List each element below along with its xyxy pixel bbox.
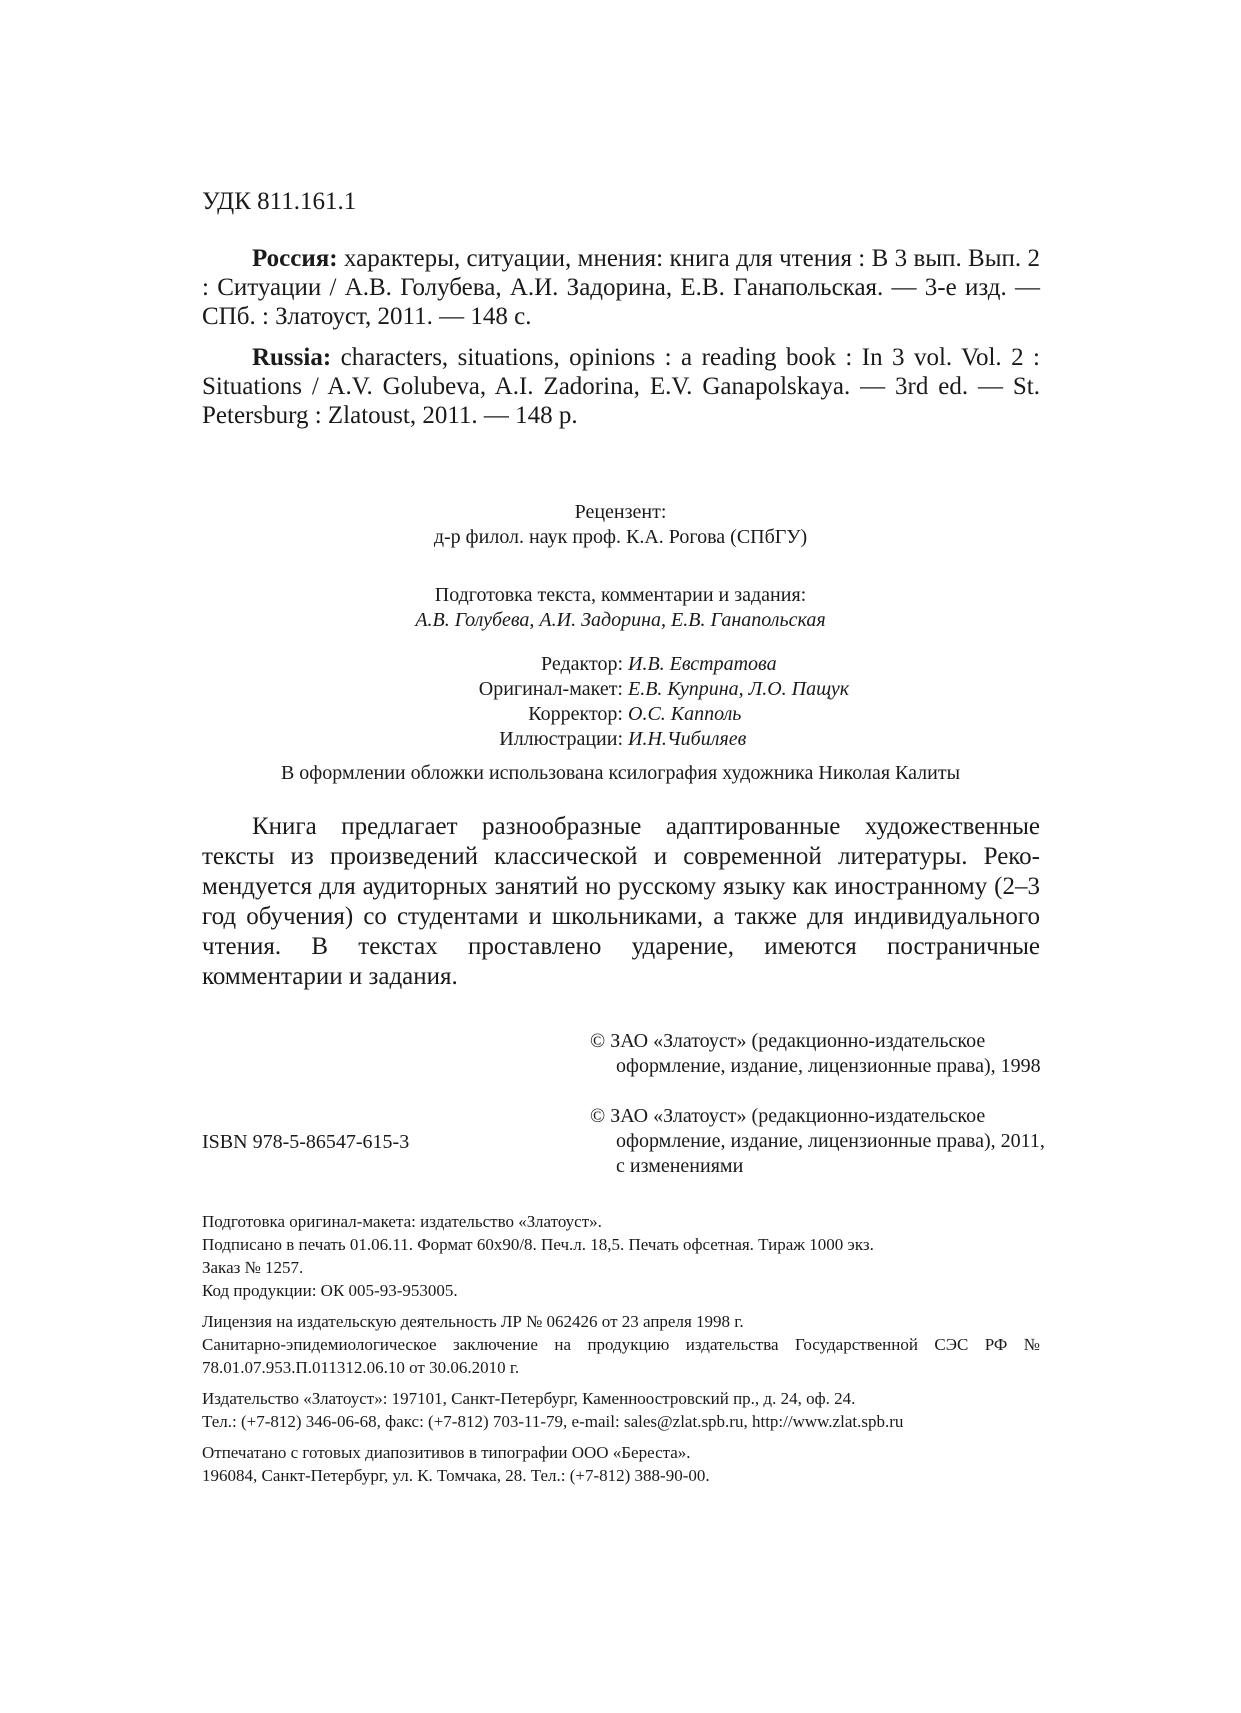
staff-value: Е.В. Куприна, Л.О. Пащук (628, 678, 850, 700)
staff-row-proofreader (0, 702, 1241, 727)
bib-text-en: characters, situations, opinions : a reading book : In 3 vol. Vol. 2 : Situations / A.V. Golubeva, A.I. Zadorina, E.V. Ganapolskaya. — 3rd ed. — St. Petersburg : Zlatoust, 2011. — 148 p. (202, 344, 1040, 429)
staff-row-editor (0, 652, 1241, 677)
isbn: ISBN 978-5-86547-615-3 (202, 1131, 410, 1153)
staff-row-layout (0, 677, 1241, 702)
copyright-text: © ЗАО «Златоуст» (редакционно-издательское оформление, издание, лицензионные права), 1998 (590, 1030, 1041, 1077)
imprint-group-3 (202, 1387, 1040, 1433)
bibliographic-record-ru (202, 244, 1040, 331)
copyright-2011 (590, 1104, 1050, 1179)
staff-value: И.Н.Чибиляев (628, 728, 747, 750)
imprint-line: Издательство «Златоуст»: 197101, Санкт-Петербург, Каменноостровский пр., д. 24, оф. 24. (202, 1389, 856, 1408)
abstract (202, 812, 1040, 992)
imprint-line: Лицензия на издательскую деятельность ЛР № 062426 от 23 апреля 1998 г. (202, 1312, 744, 1331)
staff-value: О.С. Капполь (628, 703, 742, 725)
staff-label: Редактор: (540, 653, 623, 675)
imprint-group-4 (202, 1441, 1040, 1487)
imprint-group-2 (202, 1310, 1040, 1379)
imprint-line: Санитарно-эпидемиологическое заключение на продукцию издательства Государственной СЭС РФ № 78.01.07.953.П.011312.06.10 от 30.06.2010 г. (202, 1335, 1040, 1377)
staff-value: И.В. Евстратова (628, 653, 777, 675)
bibliographic-record-en (202, 343, 1040, 430)
preparation-authors: А.В. Голубева, А.И. Задорина, Е.В. Ганапольская (415, 609, 826, 631)
staff-list (0, 652, 1241, 752)
copyright-1998 (590, 1029, 1050, 1079)
imprint-line: 196084, Санкт-Петербург, ул. К. Томчака, 28. Тел.: (+7-812) 388-90-00. (202, 1466, 710, 1485)
imprint-line: Отпечатано с готовых диапозитивов в типографии ООО «Береста». (202, 1443, 691, 1462)
reviewer-name: д-р филол. наук проф. К.А. Рогова (СПбГУ) (433, 526, 808, 548)
imprint-group-1 (202, 1210, 1040, 1302)
udk-code: УДК 811.161.1 (202, 188, 357, 215)
staff-row-illustrations (0, 727, 1241, 752)
reviewer-label: Рецензент: (574, 501, 667, 523)
staff-label: Корректор: (528, 703, 623, 725)
staff-label: Оригинал-макет: (478, 678, 623, 700)
imprint-line: Заказ № 1257. (202, 1258, 304, 1277)
bib-text-ru: характеры, ситуации, мнения: книга для чтения : В 3 вып. Вып. 2 : Ситуации / А.В. Голубева, А.И. Задорина, Е.В. Ганапольская. — 3-е изд. — СПб. : Златоуст, 2011. — 148 с. (202, 245, 1040, 330)
preparation-label: Подготовка текста, комментарии и задания: (434, 584, 807, 606)
imprint-line: Тел.: (+7-812) 346-06-68, факс: (+7-812) 703-11-79, e-mail: sales@zlat.spb.ru, http://www.zlat.spb.ru (202, 1412, 904, 1431)
imprint-line: Код продукции: ОК 005-93-953005. (202, 1281, 458, 1300)
copyright-text: © ЗАО «Златоуст» (редакционно-издательское оформление, издание, лицензионные права), 2011, с изменениями (590, 1105, 1045, 1177)
staff-label: Иллюстрации: (499, 728, 623, 750)
bib-title-ru: Россия: (252, 245, 338, 272)
cover-note: В оформлении обложки использована ксилография художника Николая Калиты (280, 762, 961, 784)
bib-title-en: Russia: (252, 344, 332, 371)
imprint-line: Подписано в печать 01.06.11. Формат 60х90/8. Печ.л. 18,5. Печать офсетная. Тираж 1000 экз. (202, 1235, 874, 1254)
abstract-text: Книга предлагает разнообразные адаптированные художественные тексты из произведений классической и современной литературы. Рекомендуется для аудиторных занятий но русскому языку как иностранному (2–3 год обучения) со студентами и школьниками, а также для индивидуального чтения. В текстах проставлено ударение, имеются постраничные комментарии и задания. (202, 813, 1040, 990)
imprint-line: Подготовка оригинал-макета: издательство «Златоуст». (202, 1212, 602, 1231)
